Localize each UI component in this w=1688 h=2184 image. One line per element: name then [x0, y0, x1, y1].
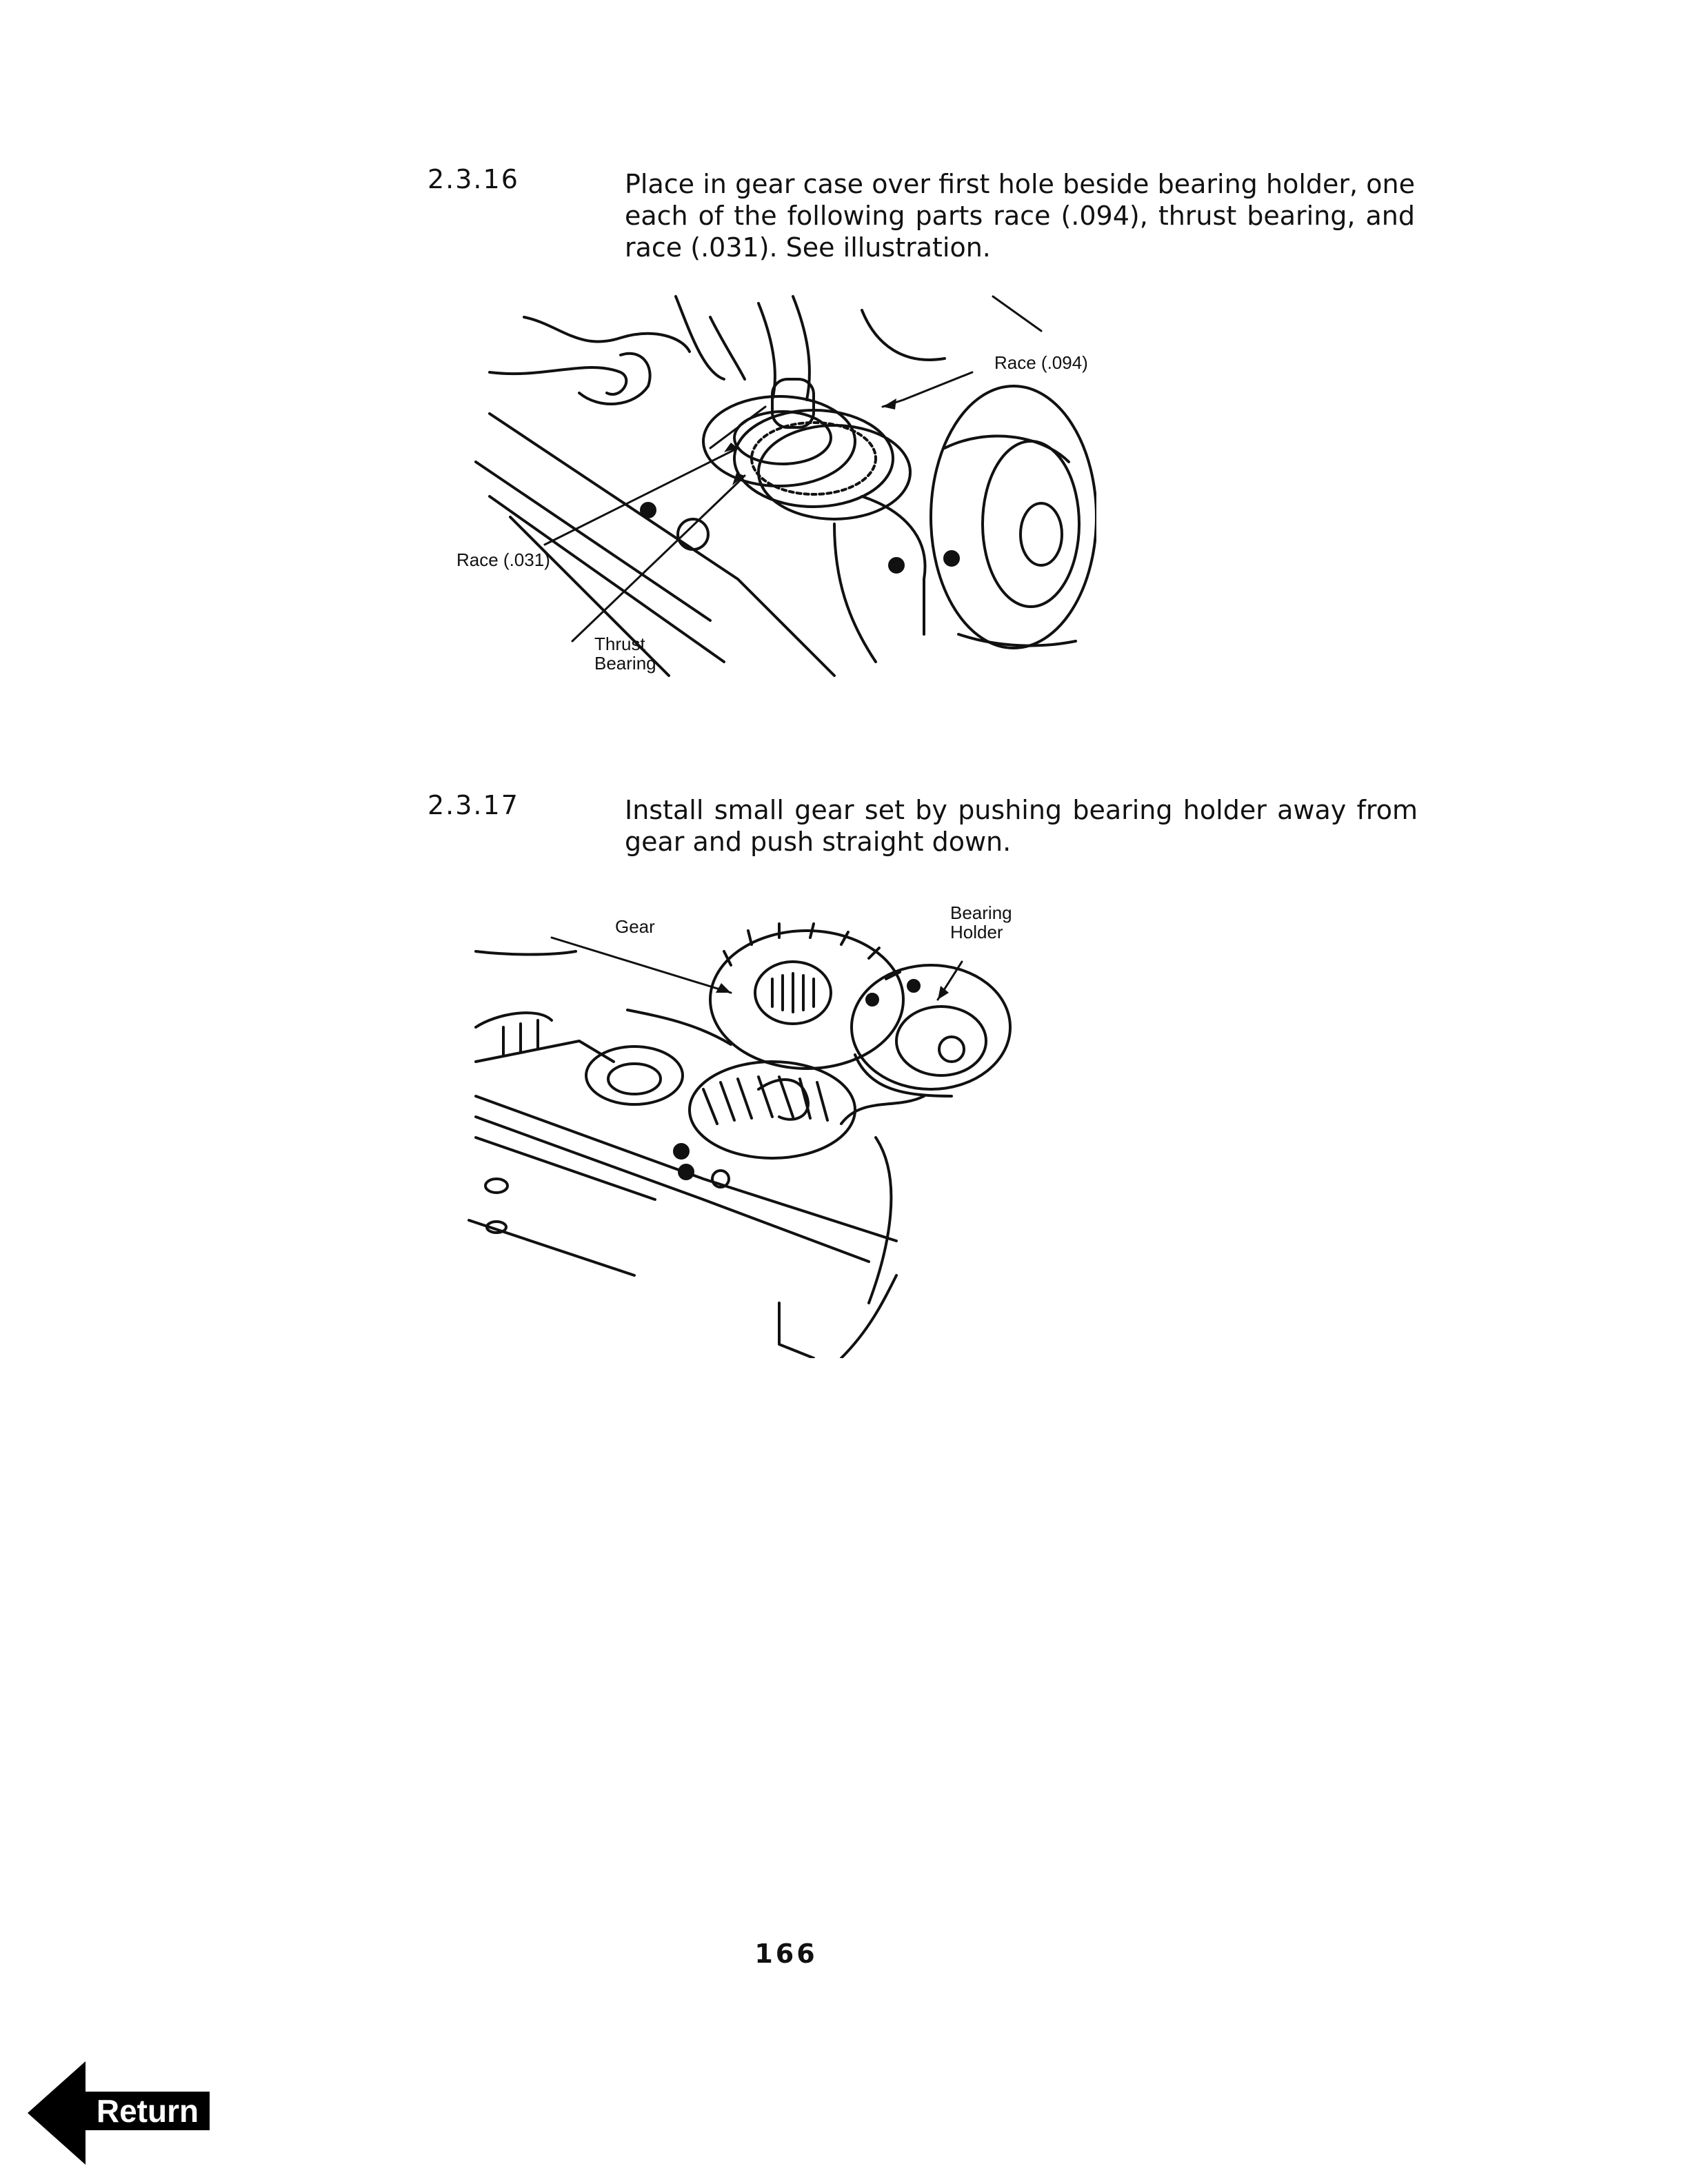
step-text-2-3-16: Place in gear case over first hole beside bearing holder, one each of the following parts race (.094), thrust bearing, and race (.031). See illustration.	[625, 169, 1415, 263]
label-bearing-holder-line2: Holder	[950, 922, 1003, 942]
return-label: Return	[96, 2093, 199, 2129]
step-text-2-3-17: Install small gear set by pushing bearing holder away from gear and push straight down.	[625, 795, 1418, 857]
return-button[interactable]	[28, 2061, 214, 2165]
step-number-2-3-16: 2.3.16	[428, 164, 519, 194]
figure-small-gear-installation	[455, 889, 1062, 1358]
step-number-2-3-17: 2.3.17	[428, 790, 519, 820]
label-thrust-bearing-line1: Thrust	[594, 634, 645, 654]
label-bearing-holder-line1: Bearing	[950, 902, 1012, 923]
figure-thrust-bearing-installation	[448, 290, 1096, 703]
label-race-031: Race (.031)	[456, 549, 550, 570]
label-race-094: Race (.094)	[994, 352, 1088, 373]
thrust-bearing-illustration	[448, 290, 1096, 703]
page-number: 166	[754, 1939, 818, 1969]
label-gear: Gear	[615, 916, 655, 937]
gear-installation-illustration	[455, 889, 1062, 1358]
label-thrust-bearing-line2: Bearing	[594, 653, 656, 674]
